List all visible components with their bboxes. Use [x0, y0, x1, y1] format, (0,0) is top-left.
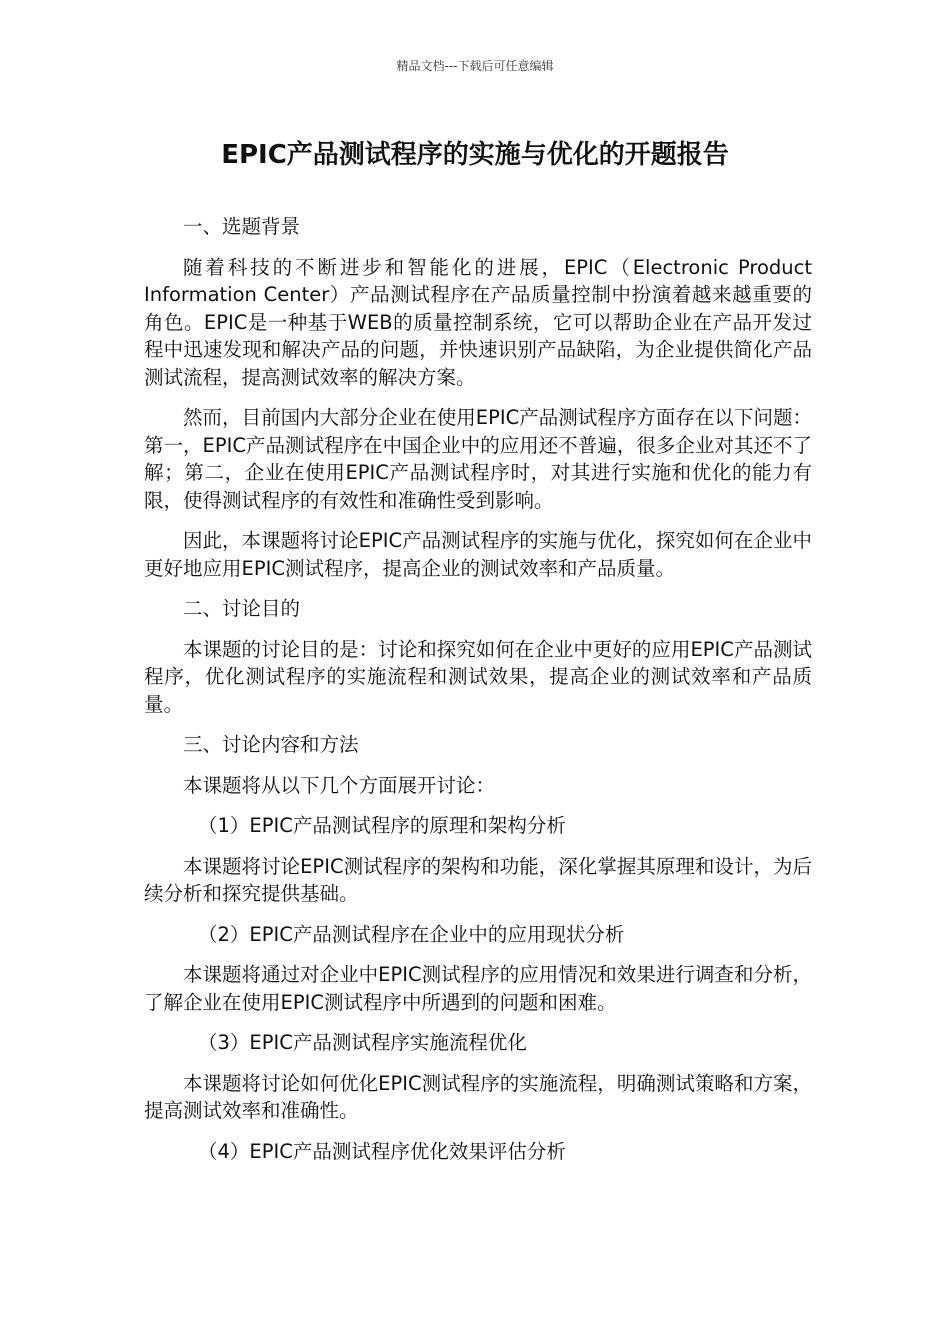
list-item-title: （2）EPIC产品测试程序在企业中的应用现状分析: [198, 922, 625, 946]
header-note: 精品文档---下载后可任意编辑: [396, 59, 554, 73]
paragraph: 本课题将讨论如何优化EPIC测试程序的实施流程，明确测试策略和方案，提高测试效率和准确性。: [144, 1071, 812, 1122]
list-item-title: （1）EPIC产品测试程序的原理和架构分析: [198, 814, 566, 837]
document-body: [144, 213, 812, 1165]
paragraph: 本课题将讨论EPIC测试程序的架构和功能，深化掌握其原理和设计，为后续分析和探究提供基础。: [144, 854, 812, 905]
section-heading-purpose: 二、讨论目的: [183, 597, 301, 620]
paragraph: 本课题的讨论目的是：讨论和探究如何在企业中更好的应用EPIC产品测试程序，优化测试程序的实施流程和测试效果，提高企业的测试效率和产品质量。: [144, 637, 812, 716]
paragraph: 本课题将通过对企业中EPIC测试程序的应用情况和效果进行调查和分析，了解企业在使用EPIC测试程序中所遇到的问题和困难。: [144, 963, 812, 1014]
paragraph: 然而，目前国内大部分企业在使用EPIC产品测试程序方面存在以下问题：第一，EPIC产品测试程序在中国企业中的应用还不普遍，很多企业对其还不了解；第二，企业在使用EPIC产品测试程序时，对其进行实施和优化的能力有限，使得测试程序的有效性和准确性受到影响。: [144, 406, 812, 512]
section-heading-content-method: 三、讨论内容和方法: [183, 733, 359, 756]
paragraph: 因此，本课题将讨论EPIC产品测试程序的实施与优化，探究如何在企业中更好地应用EPIC测试程序，提高企业的测试效率和产品质量。: [144, 529, 812, 580]
paragraph: 随着科技的不断进步和智能化的进展，EPIC（Electronic Product Information Center）产品测试程序在产品质量控制中扮演着越来越重要的角色。EPIC是一种基于WEB的质量控制系统，它可以帮助企业在产品开发过程中迅速发现和解决产品的问题，并快速识别产品缺陷，为企业提供简化产品测试流程，提高测试效率的解决方案。: [144, 255, 812, 389]
list-item-title: （4）EPIC产品测试程序优化效果评估分析: [198, 1139, 566, 1163]
paragraph: 本课题将从以下几个方面展开讨论：: [183, 773, 496, 797]
section-heading-background: 一、选题背景: [183, 215, 301, 238]
document-title: EPIC产品测试程序的实施与优化的开题报告: [221, 140, 729, 170]
list-item-title: （3）EPIC产品测试程序实施流程优化: [198, 1031, 527, 1054]
